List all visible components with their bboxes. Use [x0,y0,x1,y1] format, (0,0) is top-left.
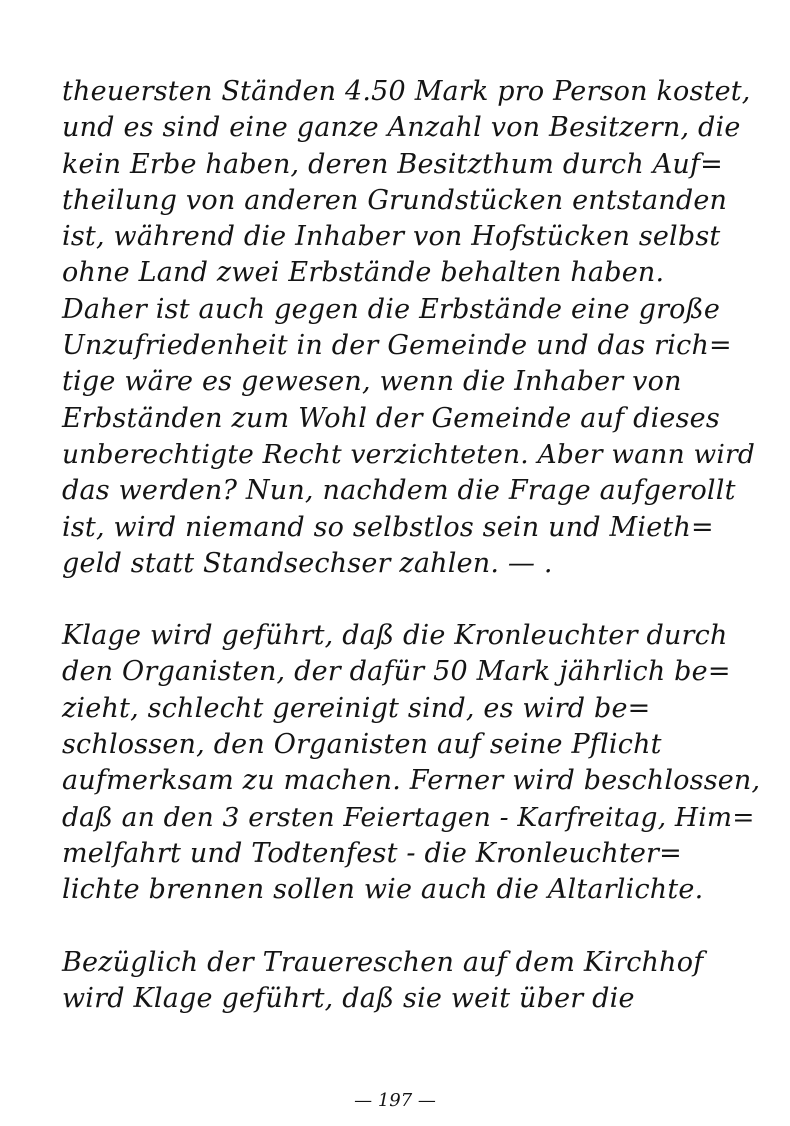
text-line: unberechtigte Recht verzichteten. Aber wann wird [62,438,756,470]
text-line: und es sind eine ganze Anzahl von Besitzern, die [62,112,741,144]
text-line: ist, wird niemand so selbstlos sein und Mieth= [62,511,714,543]
text-line: ist, während die Inhaber von Hofstücken selbst [62,221,721,253]
text-line: geld statt Standsechser zahlen. — . [62,547,553,579]
text-line: kein Erbe haben, deren Besitzthum durch Auf= [62,148,724,180]
text-line: Klage wird geführt, daß die Kronleuchter durch [62,620,728,652]
paragraph-kronleuchter [62,618,760,908]
text-line: theuersten Ständen 4.50 Mark pro Person kostet, [62,76,751,107]
text-line: tige wäre es gewesen, wenn die Inhaber von [62,366,682,398]
text-line: schlossen, den Organisten auf seine Pflicht [62,729,662,761]
text-line: zieht, schlecht gereinigt sind, es wird be= [62,692,651,724]
text-line: wird Klage geführt, daß sie weit über die [62,982,635,1014]
text-line: Unzufriedenheit in der Gemeinde und das rich= [62,330,732,362]
text-line: daß an den 3 ersten Feiertagen - Karfreitag, Him= [62,801,755,833]
text-line: Daher ist auch gegen die Erbstände eine große [62,293,721,325]
paragraph-standgeld [62,74,760,582]
page-number: — 197 — [354,1090,436,1111]
text-line: Erbständen zum Wohl der Gemeinde auf dieses [62,402,720,434]
text-line: aufmerksam zu machen. Ferner wird beschlossen, [62,765,761,797]
text-line: ohne Land zwei Erbstände behalten haben. [62,257,665,289]
text-line: theilung von anderen Grundstücken entstanden [62,184,728,216]
text-line: Bezüglich der Trauereschen auf dem Kirchhof [62,946,704,978]
paragraph-gap [62,582,760,618]
paragraph-gap [62,909,760,945]
paragraph-trauereschen [62,945,760,1018]
text-line: den Organisten, der dafür 50 Mark jährlich be= [62,656,731,688]
text-line: melfahrt und Todtenfest - die Kronleuchter= [62,837,682,869]
text-line: lichte brennen sollen wie auch die Altarlichte. [62,874,704,906]
text-line: das werden? Nun, nachdem die Frage aufgerollt [62,475,736,507]
